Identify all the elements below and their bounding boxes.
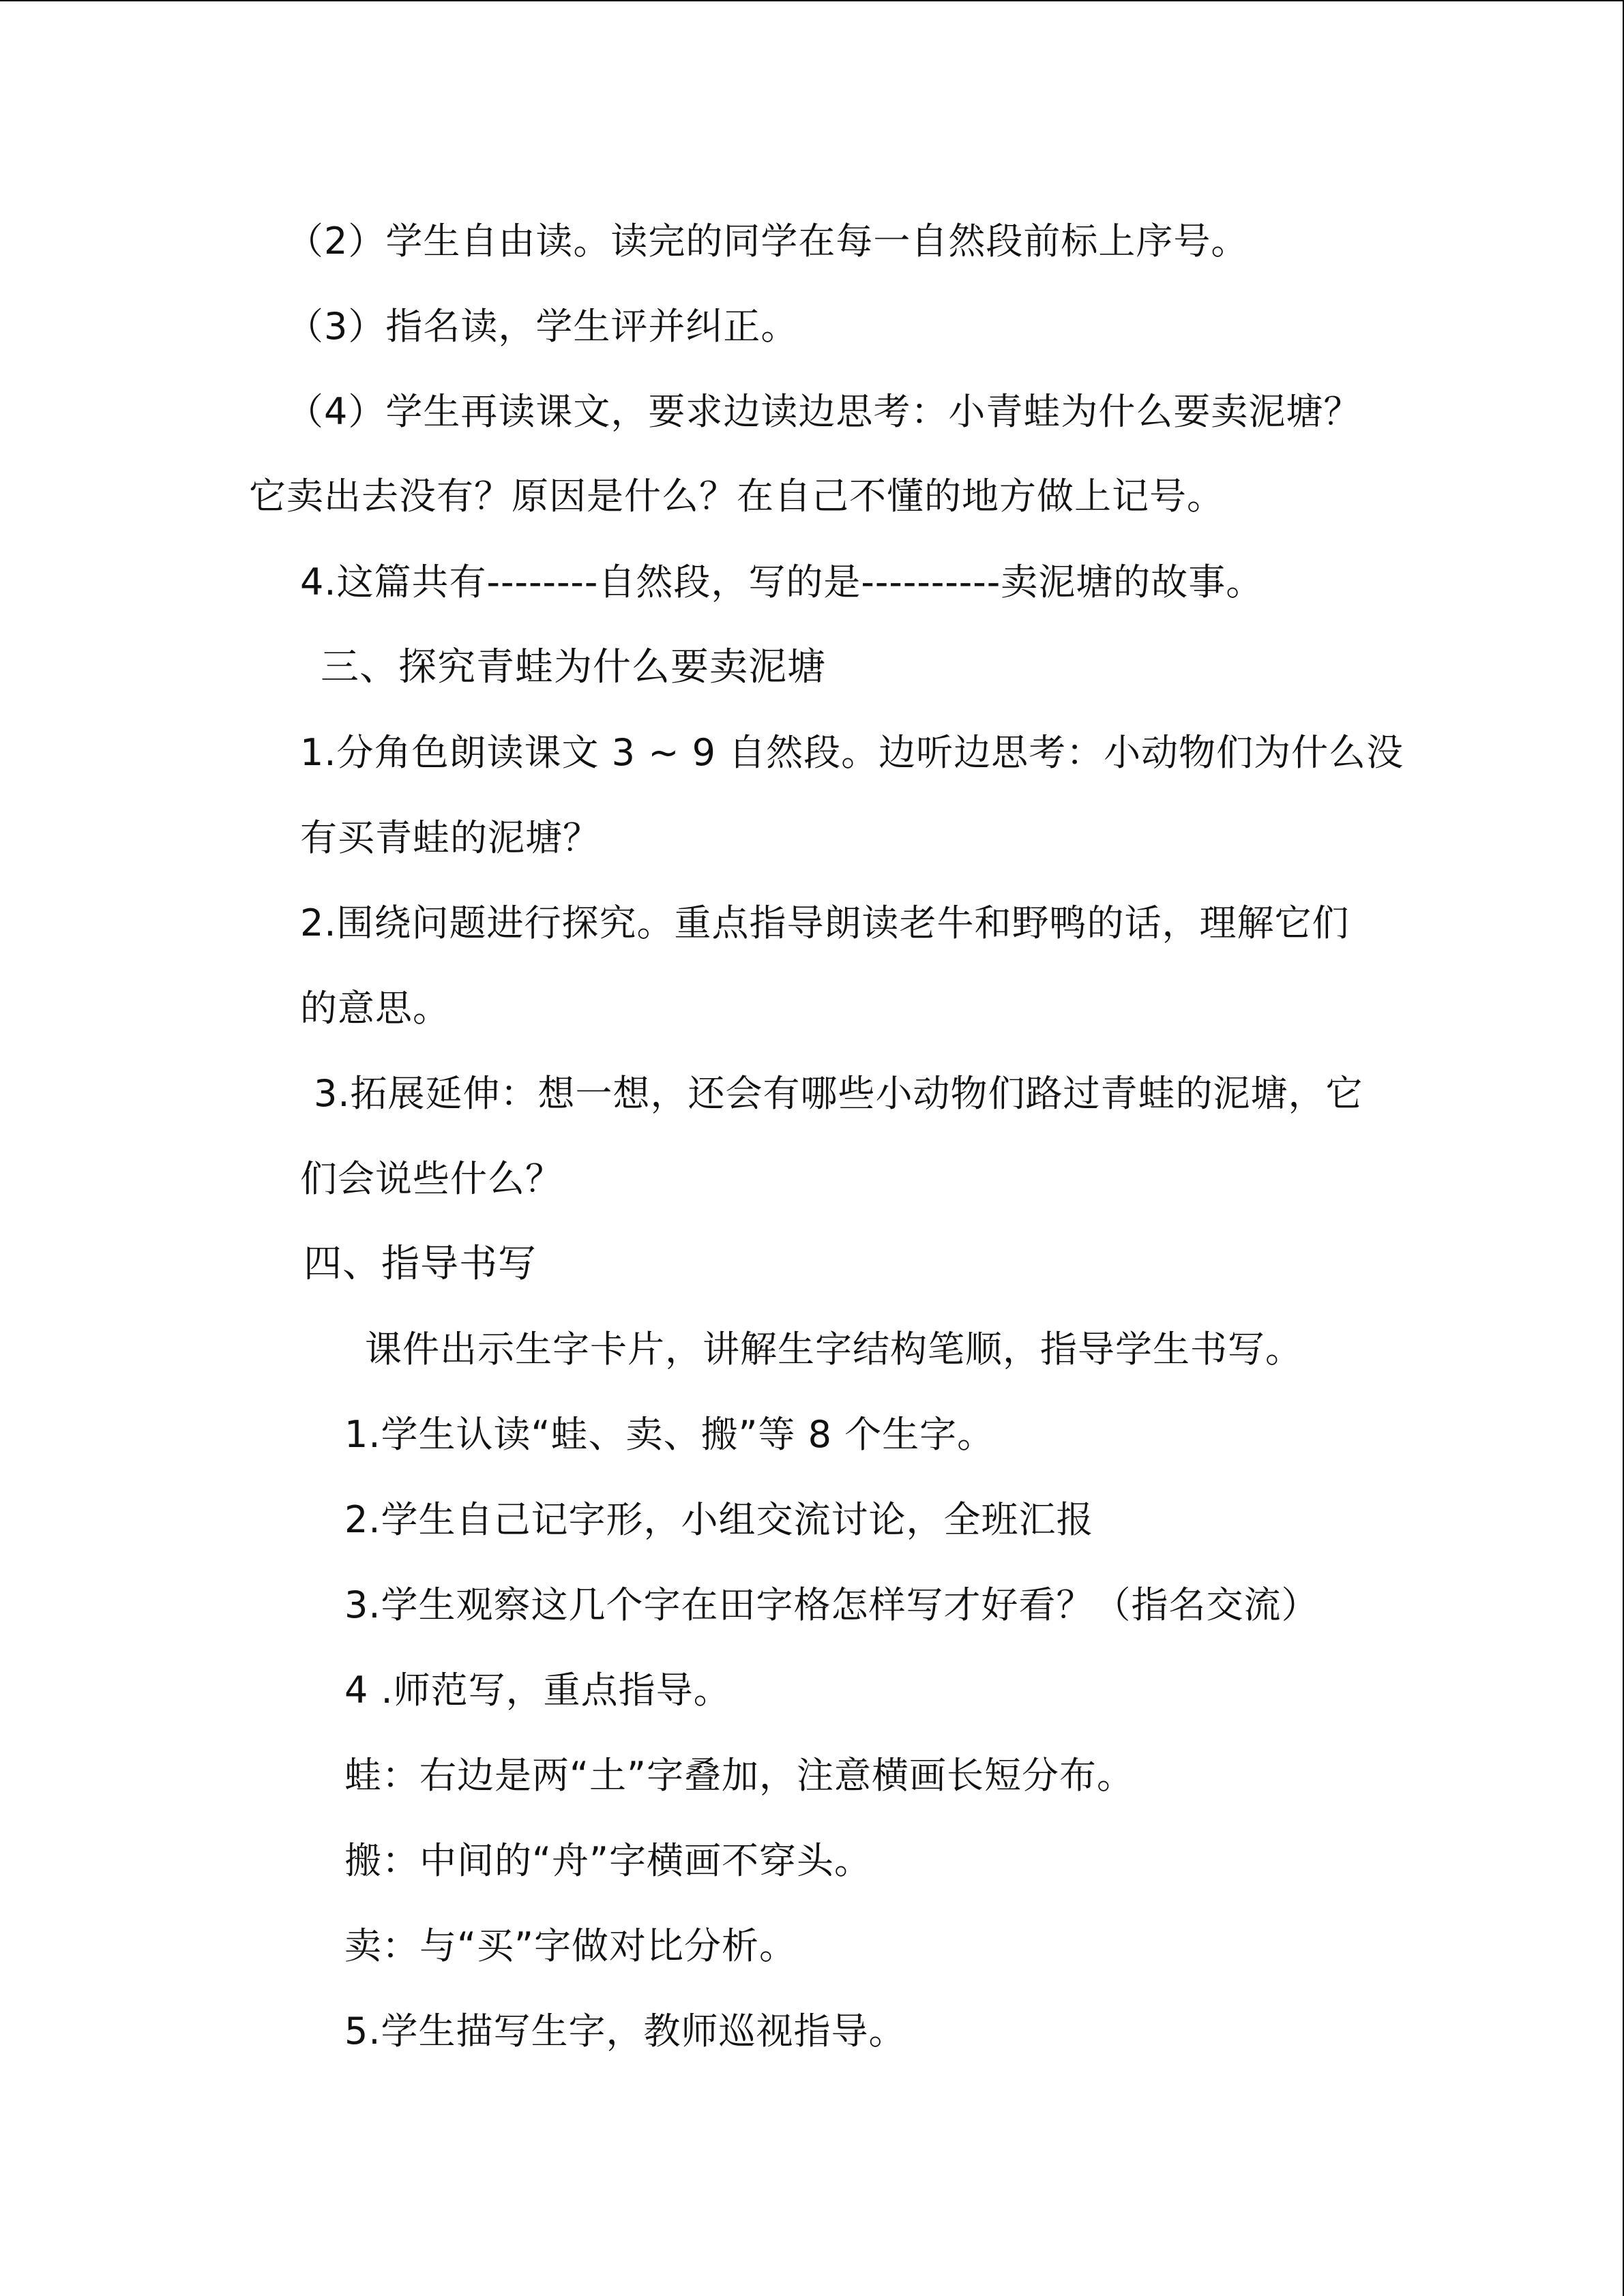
section-heading-writing: 四、指导书写 [304,1242,537,1286]
text-line-inquiry-cont: 的意思。 [300,987,450,1030]
text-line-inquiry: 2.围绕问题进行探究。重点指导朗读老牛和野鸭的话，理解它们 [300,901,1350,944]
text-line-trace: 5.学生描写生字，教师巡视指导。 [344,2010,906,2053]
text-line-courseware: 课件出示生字卡片，讲解生字结构笔顺，指导学生书写。 [365,1328,1303,1371]
text-line-extension: 3.拓展延伸：想一想，还会有哪些小动物们路过青蛙的泥塘，它 [314,1072,1363,1115]
text-line-demonstrate: 4 .师范写，重点指导。 [344,1669,731,1712]
text-line-reread-questions: 它卖出去没有？原因是什么？在自己不懂的地方做上记号。 [249,475,1224,518]
text-line-memorize: 2.学生自己记字形，小组交流讨论，全班汇报 [344,1498,1094,1541]
text-line-recognize: 1.学生认读“蛙、卖、搬”等 8 个生字。 [344,1413,995,1456]
text-line-read-freely: （2）学生自由读。读完的同学在每一自然段前标上序号。 [286,220,1249,263]
text-line-role-reading: 1.分角色朗读课文 3 ~ 9 自然段。边听边思考：小动物们为什么没 [300,731,1404,774]
text-line-char-ban: 搬：中间的“舟”字横画不穿头。 [344,1839,872,1882]
text-line-char-mai: 卖：与“买”字做对比分析。 [344,1924,797,1967]
text-line-extension-cont: 们会说些什么？ [300,1157,563,1200]
text-line-char-wa: 蛙：右边是两“土”字叠加，注意横画长短分布。 [344,1754,1134,1797]
text-line-paragraph-count: 4.这篇共有--------自然段，写的是----------卖泥塘的故事。 [300,561,1264,603]
section-heading-explore: 三、探究青蛙为什么要卖泥塘 [321,645,826,689]
text-line-named-reading: （3）指名读，学生评并纠正。 [286,305,799,348]
text-line-role-reading-cont: 有买青蛙的泥塘？ [300,816,600,859]
text-line-reread-text: （4）学生再读课文，要求边读边思考：小青蛙为什么要卖泥塘？ [286,390,1361,433]
text-line-observe: 3.学生观察这几个字在田字格怎样写才好看？（指名交流） [344,1583,1319,1626]
